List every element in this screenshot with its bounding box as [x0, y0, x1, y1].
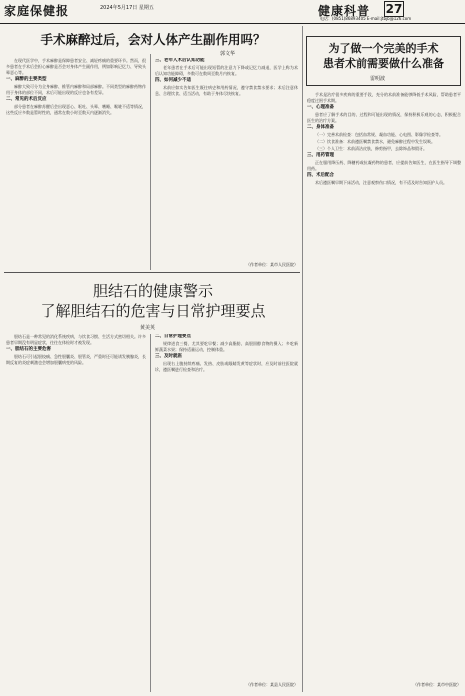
subheading: 一、胆结石的主要危害 — [6, 347, 51, 352]
paragraph: 胆结石可引起胆绞痛、急性胆囊炎、胆管炎，严重时还可能诱发胰腺炎，长期反复的炎症刺激也会增加胆囊病变的风险。 — [6, 354, 146, 365]
subheading: 二、日常护理要点 — [155, 334, 191, 339]
issue-date: 2024年5月17日 星期五 — [100, 5, 154, 11]
subheading: 三、及时就医 — [155, 354, 182, 359]
article1-headline: 手术麻醉过后，会对人体产生副作用吗？ — [40, 32, 266, 47]
paragraph: 术前应如实告知医生既往病史和用药情况，遵守禁食禁水要求；术后注意休息、合理饮食、适当活动，有助于身体尽快恢复。 — [155, 85, 298, 96]
article3-headline-line1: 为了做一个完美的手术 — [328, 42, 439, 55]
page-header — [0, 0, 465, 24]
subheading: 四、如何减少不适 — [155, 78, 191, 83]
article2-col2 — [155, 334, 298, 679]
subheading: 二、常见的术后反应 — [6, 97, 47, 102]
article1-col1 — [6, 58, 146, 270]
paragraph: 患者应了解手术的目的、过程和可能出现的情况，保持积极乐观的心态，积极配合医生的治疗方案。 — [307, 112, 461, 123]
paragraph: 手术是治疗很多疾病的重要手段，充分的术前准备能够降低手术风险，帮助患者平稳度过围手术期。 — [307, 92, 461, 103]
paragraph: 胆结石是一种常见的消化系统疾病，与饮食习惯、生活方式密切相关。许多患者早期没有明显症状，往往在体检时才被发现。 — [6, 334, 146, 345]
subheading: 三、老年人术后认知功能 — [155, 58, 205, 63]
article1-author: 郭文华 — [220, 51, 236, 57]
article3-author: 雷明波 — [370, 76, 386, 82]
article2-credit: （作者单位：某县人民医院） — [246, 682, 298, 687]
paragraph: 麻醉大致可分为全身麻醉、椎管内麻醉和局部麻醉。不同类型的麻醉药物作用于身体的部位不同，术后可能出现的反应也各有差异。 — [6, 84, 146, 95]
article3-credit: （作者单位：某市中医院） — [413, 682, 461, 687]
column-divider — [150, 54, 151, 270]
subheading: 一、麻醉的主要类型 — [6, 77, 47, 82]
paragraph: 术后遵医嘱早期下床活动，注意观察伤口情况，有不适及时告知医护人员。 — [315, 180, 447, 185]
paragraph: 部分患者在麻醉苏醒后会出现恶心、呕吐、头晕、嗜睡、喉咙不适等情况，这些反应多数是暂时性的，通常在数小时至数天内逐渐消失。 — [6, 104, 146, 115]
column-divider — [150, 334, 151, 692]
article3-col — [307, 92, 461, 678]
paragraph: （三）个人卫生：术前清洁皮肤，修剪指甲，去除饰品和假牙。 — [315, 146, 427, 151]
paragraph: （一）完善术前检查：包括血常规、凝血功能、心电图、影像学检查等。 — [315, 132, 443, 137]
article-separator — [4, 272, 300, 273]
paragraph: （二）饮食准备：术前遵医嘱禁食禁水，避免麻醉过程中发生误吸。 — [315, 139, 435, 144]
paragraph: 规律进食三餐，尤其要吃早餐；减少高脂肪、高胆固醇食物的摄入；多吃新鲜蔬菜水果；保持适量运动，控制体重。 — [155, 341, 298, 352]
article3-headline-line2: 患者术前需要做什么准备 — [323, 57, 444, 70]
paragraph: 老年患者在手术后可能出现短暂的注意力下降或记忆力减退，医学上称为术后认知功能障碍，多数可在数周至数月内恢复。 — [155, 65, 298, 76]
paragraph: 出现右上腹持续疼痛、发热、皮肤或眼睛发黄等症状时，应及时前往医院就诊，遵医嘱进行检查和治疗。 — [155, 361, 298, 372]
subheading: 三、用药管理 — [307, 153, 334, 158]
article2-author: 黄美英 — [140, 325, 156, 331]
subheading: 二、身体准备 — [307, 125, 334, 130]
article2-headline-line1: 胆结石的健康警示 — [92, 282, 213, 300]
subheading: 一、心理准备 — [307, 105, 334, 110]
article2-col1 — [6, 334, 146, 690]
page-number: 27 — [385, 2, 403, 16]
newspaper-name: 家庭保健报 — [4, 4, 70, 18]
article2-headline-line2: 了解胆结石的危害与日常护理要点 — [40, 302, 266, 320]
contact-info: 电话：(0851)86893405 E-mail:jtbjb@126.com — [320, 16, 412, 21]
subheading: 四、术后配合 — [307, 173, 334, 178]
section-title: 健康科普 — [318, 4, 371, 18]
article1-credit: （作者单位：某市人民医院） — [246, 262, 298, 267]
column-divider — [302, 26, 303, 692]
paragraph: 正在服用降压药、降糖药或抗凝药物的患者，应提前告知医生，在医生指导下调整用药。 — [307, 160, 461, 171]
paragraph: 在现代医学中，手术麻醉是保障患者安全、减轻疼痛的重要环节。然而，很多患者在手术后会担心麻醉是否会对身体产生副作用，例如影响记忆力、导致头晕恶心等。 — [6, 58, 146, 75]
article1-col2 — [155, 58, 298, 258]
